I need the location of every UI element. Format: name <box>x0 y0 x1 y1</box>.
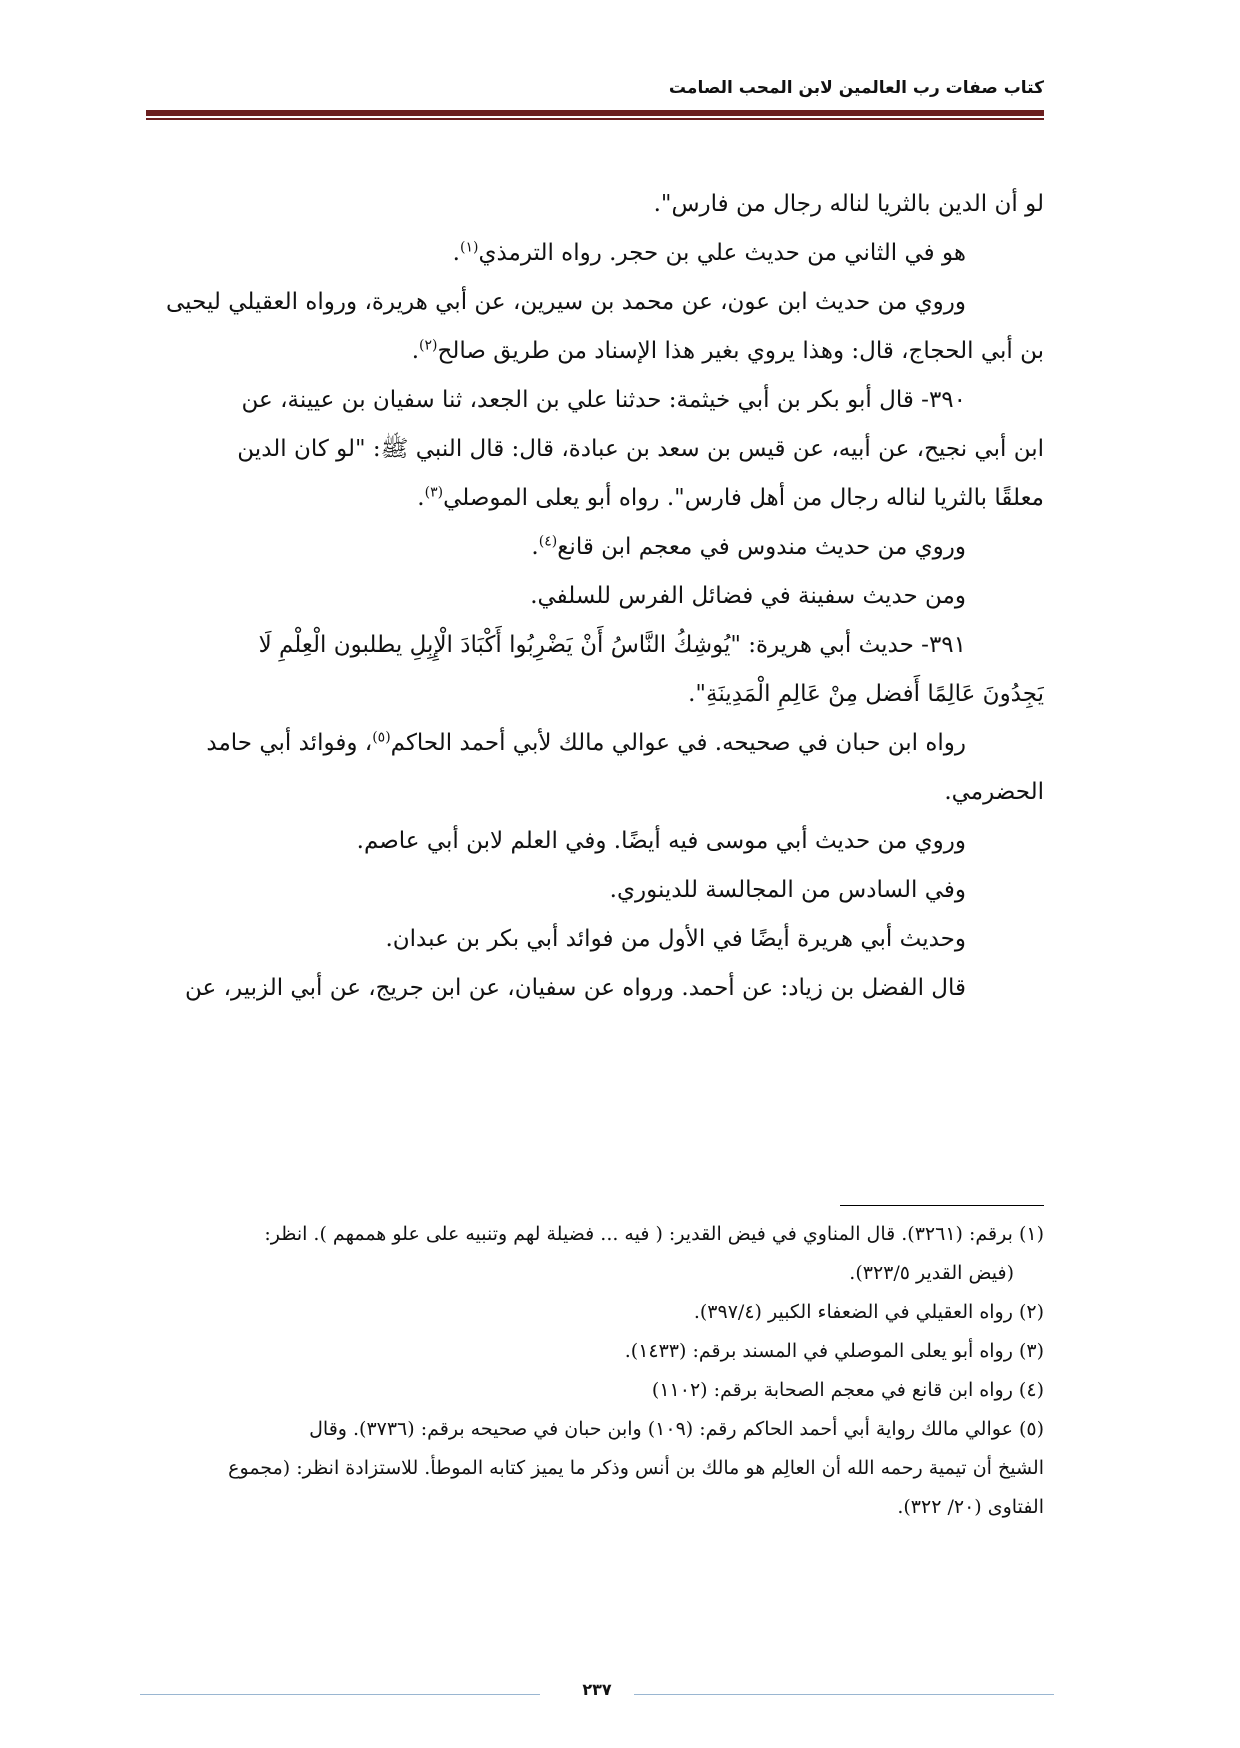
text-line: ٣٩١- حديث أبي هريرة: "يُوشِكُ النَّاسُ أَنْ يَضْرِبُوا أَكْبَادَ الْإِبِلِ يطلبون الْعِلْمِ لَا <box>258 632 966 658</box>
footer-rule <box>634 1694 1054 1695</box>
footnote-line: الفتاوى (٢٠/ ٣٢٢). <box>897 1496 1044 1518</box>
text-line: ومن حديث سفينة في فضائل الفرس للسلفي. <box>530 583 966 609</box>
text-line: بن أبي الحجاج، قال: وهذا يروي بغير هذا الإسناد من طريق صالح$^{(٢)}$. <box>411 337 1044 364</box>
text-line: معلقًا بالثريا لناله رجال من أهل فارس". رواه أبو يعلى الموصلي$^{(٣)}$. <box>417 484 1044 511</box>
text-line: ٣٩٠- قال أبو بكر بن أبي خيثمة: حدثنا علي بن الجعد، ثنا سفيان بن عيينة، عن <box>241 387 966 413</box>
text-span: وروي من حديث مندوس في معجم ابن قانع <box>557 534 966 560</box>
text-line: لو أن الدين بالثريا لناله رجال من فارس". <box>653 191 1044 217</box>
running-header-title: كتاب صفات رب العالمين لابن المحب الصامت <box>668 78 1044 98</box>
header-rule <box>146 110 1044 116</box>
footnotes <box>146 1215 1044 1527</box>
footnote-separator <box>840 1205 1044 1206</box>
text-line <box>146 719 1044 768</box>
text-line: الحضرمي. <box>944 779 1044 805</box>
text-line: وفي السادس من المجالسة للدينوري. <box>609 877 966 903</box>
text-span: ، وفوائد أبي حامد <box>206 730 373 756</box>
page-number: ٢٣٧ <box>582 1680 612 1699</box>
text-line: وروي من حديث مندوس في معجم ابن قانع$^{(٤)}$. <box>531 533 966 560</box>
footnote-line: الشيخ أن تيمية رحمه الله أن العالِم هو مالك بن أنس وذكر ما يميز كتابه الموطأ. للاستزادة انظر: (مجموع <box>228 1457 1044 1479</box>
footnote-ref: (٢) <box>419 337 438 354</box>
footnote-line: (٣) رواه أبو يعلى الموصلي في المسند برقم: (١٤٣٣). <box>624 1340 1044 1362</box>
text-line: وحديث أبي هريرة أيضًا في الأول من فوائد أبي بكر بن عبدان. <box>385 926 966 952</box>
footnote-line: (١) برقم: (٣٢٦١). قال المناوي في فيض القدير: ( فيه ... فضيلة لهم وتنبيه على علو هممهم ). انظر: <box>264 1223 1044 1245</box>
footer-rule <box>140 1694 540 1695</box>
text-line: يَجِدُونَ عَالِمًا أَفضل مِنْ عَالِمِ الْمَدِينَةِ". <box>688 681 1044 707</box>
text-span: هو في الثاني من حديث علي بن حجر. رواه الترمذي <box>478 240 966 266</box>
text-span: معلقًا بالثريا لناله رجال من أهل فارس". رواه أبو يعلى الموصلي <box>443 485 1044 511</box>
footnote-ref: (٥) <box>372 729 391 746</box>
text-line: وروي من حديث أبي موسى فيه أيضًا. وفي العلم لابن أبي عاصم. <box>356 828 966 854</box>
text-line: قال الفضل بن زياد: عن أحمد. ورواه عن سفيان، عن ابن جريج، عن أبي الزبير، عن <box>185 975 966 1001</box>
text-line: ابن أبي نجيح، عن أبيه، عن قيس بن سعد بن عبادة، قال: قال النبي ﷺ: "لو كان الدين <box>237 436 1044 462</box>
footnote-ref: (٣) <box>424 484 444 501</box>
main-text <box>146 180 1044 1013</box>
footnote-line: (٤) رواه ابن قانع في معجم الصحابة برقم: (١١٠٢) <box>651 1379 1044 1401</box>
header-rule-thin <box>146 118 1044 120</box>
footnote-line: (٥) عوالي مالك رواية أبي أحمد الحاكم رقم: (١٠٩) وابن حبان في صحيحه برقم: (٣٧٣٦). وقال <box>309 1418 1044 1440</box>
footnote-line: (٢) رواه العقيلي في الضعفاء الكبير (٣٩٧/٤). <box>693 1301 1044 1323</box>
text-span: بن أبي الحجاج، قال: وهذا يروي بغير هذا الإسناد من طريق صالح <box>437 338 1044 364</box>
footnote-ref: (٤) <box>538 533 558 550</box>
text-line: هو في الثاني من حديث علي بن حجر. رواه الترمذي$^{(١)}$. <box>452 239 966 266</box>
footnote-line: (فيض القدير ٣٢٣/٥). <box>849 1262 1014 1284</box>
footnote-ref: (١) <box>459 239 479 256</box>
text-line: وروي من حديث ابن عون، عن محمد بن سيرين، عن أبي هريرة، ورواه العقيلي ليحيى <box>165 289 966 315</box>
text-span: رواه ابن حبان في صحيحه. في عوالي مالك لأبي أحمد الحاكم <box>390 730 966 756</box>
